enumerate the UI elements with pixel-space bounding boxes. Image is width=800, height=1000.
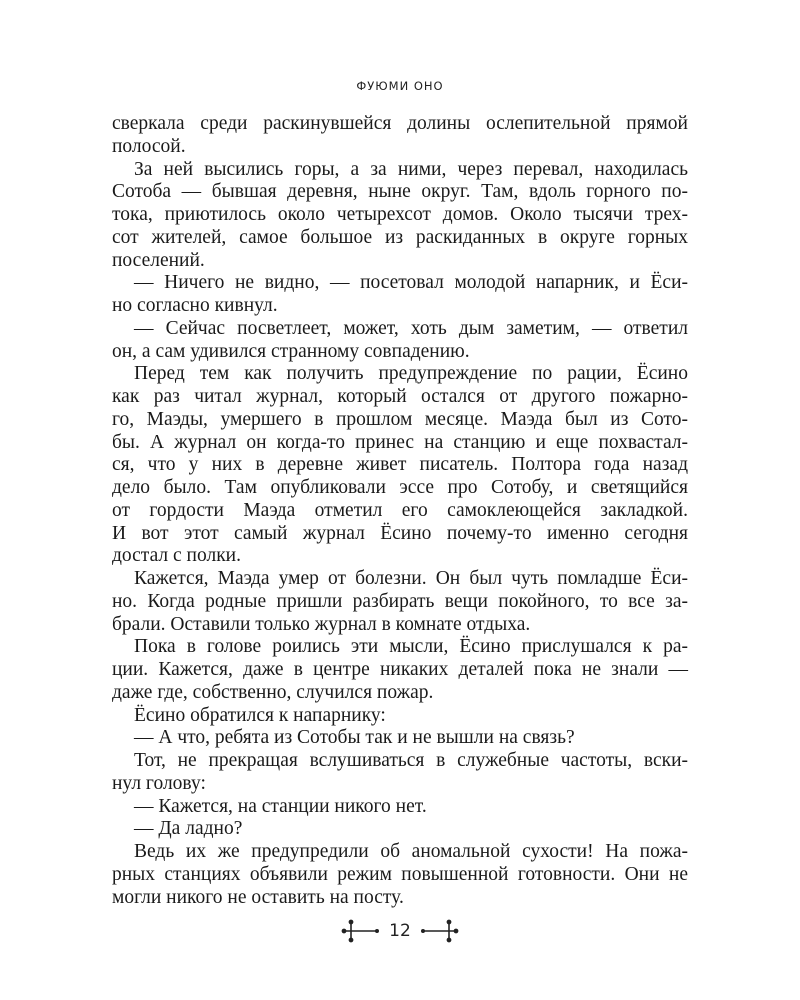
right-ornament-icon	[419, 919, 459, 943]
left-ornament-icon	[341, 919, 381, 943]
body-text	[112, 113, 688, 909]
text-line: полосой.	[112, 135, 186, 157]
text-line: сверкала среди раскинувшейся долины ослепительной прямой	[112, 113, 688, 134]
paragraph	[112, 113, 688, 159]
text-line: И вот этот самый журнал Ёсино почему-то именно сегодня	[112, 522, 688, 544]
text-line: Сотоба — бывшая деревня, ныне округ. Там, вдоль горного по-	[112, 181, 688, 203]
page-footer	[0, 919, 800, 943]
text-line: Ведь их же предупредили об аномальной сухости! На пожа-	[134, 841, 688, 862]
text-line: брали. Оставили только журнал в комнате отдыха.	[112, 613, 531, 635]
text-line: — А что, ребята из Сотобы так и не вышли на связь?	[134, 727, 575, 749]
text-line: Пока в голове роились эти мысли, Ёсино прислушался к ра-	[134, 636, 688, 658]
text-line: ся, что у них в деревне живет писатель. Полтора года назад	[112, 454, 688, 476]
text-line: — Да ладно?	[134, 818, 243, 840]
text-line: но. Когда родные пришли разбирать вещи покойного, то все за-	[112, 590, 688, 612]
text-line: ции. Кажется, даже в центре никаких деталей пока не знали —	[112, 659, 688, 680]
paragraph	[112, 568, 688, 636]
text-line: нул голову:	[112, 772, 206, 794]
paragraph	[112, 159, 688, 273]
paragraph	[112, 841, 688, 909]
text-line: бы. А журнал он когда-то принес на станцию и еще похвастал-	[112, 431, 688, 453]
text-line: могли никого не оставить на посту.	[112, 886, 404, 908]
text-line: сот жителей, самое большое из раскиданных в округе горных	[112, 226, 688, 248]
text-line: он, а сам удивился странному совпадению.	[112, 340, 470, 362]
paragraph	[112, 636, 688, 704]
text-line: как раз читал журнал, который остался от другого пожарно-	[112, 386, 688, 407]
paragraph	[112, 272, 688, 318]
text-line: го, Маэды, умершего в прошлом месяце. Маэда был из Сото-	[112, 408, 688, 430]
text-line: Тот, не прекращая вслушиваться в служебные частоты, вски-	[134, 750, 688, 771]
paragraph	[112, 818, 688, 841]
text-line: но согласно кивнул.	[112, 295, 278, 316]
text-line: от гордости Маэда отметил его самоклеющейся закладкой.	[112, 499, 688, 521]
text-line: Перед тем как получить предупреждение по рации, Ёсино	[134, 363, 688, 385]
page-number: 12	[389, 921, 411, 942]
paragraph	[112, 727, 688, 750]
text-line: достал с полки.	[112, 545, 241, 567]
paragraph	[112, 796, 688, 819]
text-line: — Ничего не видно, — посетовал молодой напарник, и Ёси-	[134, 272, 688, 294]
text-line: дело было. Там опубликовали эссе про Сотобу, и светящийся	[112, 477, 688, 498]
text-line: За ней высились горы, а за ними, через перевал, находилась	[134, 158, 688, 180]
paragraph	[112, 363, 688, 568]
text-line: тока, приютилось около четырехсот домов. Около тысячи трех-	[112, 204, 688, 225]
text-line: — Кажется, на станции никого нет.	[134, 795, 427, 817]
paragraph	[112, 318, 688, 364]
text-line: даже где, собственно, случился пожар.	[112, 681, 434, 703]
text-line: Ёсино обратился к напарнику:	[134, 704, 386, 726]
text-line: — Сейчас посветлеет, может, хоть дым заметим, — ответил	[134, 317, 688, 339]
text-line: Кажется, Маэда умер от болезни. Он был чуть помладше Ёси-	[134, 568, 688, 589]
text-line: поселений.	[112, 249, 205, 271]
running-header: ФУЮМИ ОНО	[356, 79, 444, 93]
text-line: рных станциях объявили режим повышенной готовности. Они не	[112, 863, 688, 885]
paragraph	[112, 705, 688, 728]
paragraph	[112, 750, 688, 796]
